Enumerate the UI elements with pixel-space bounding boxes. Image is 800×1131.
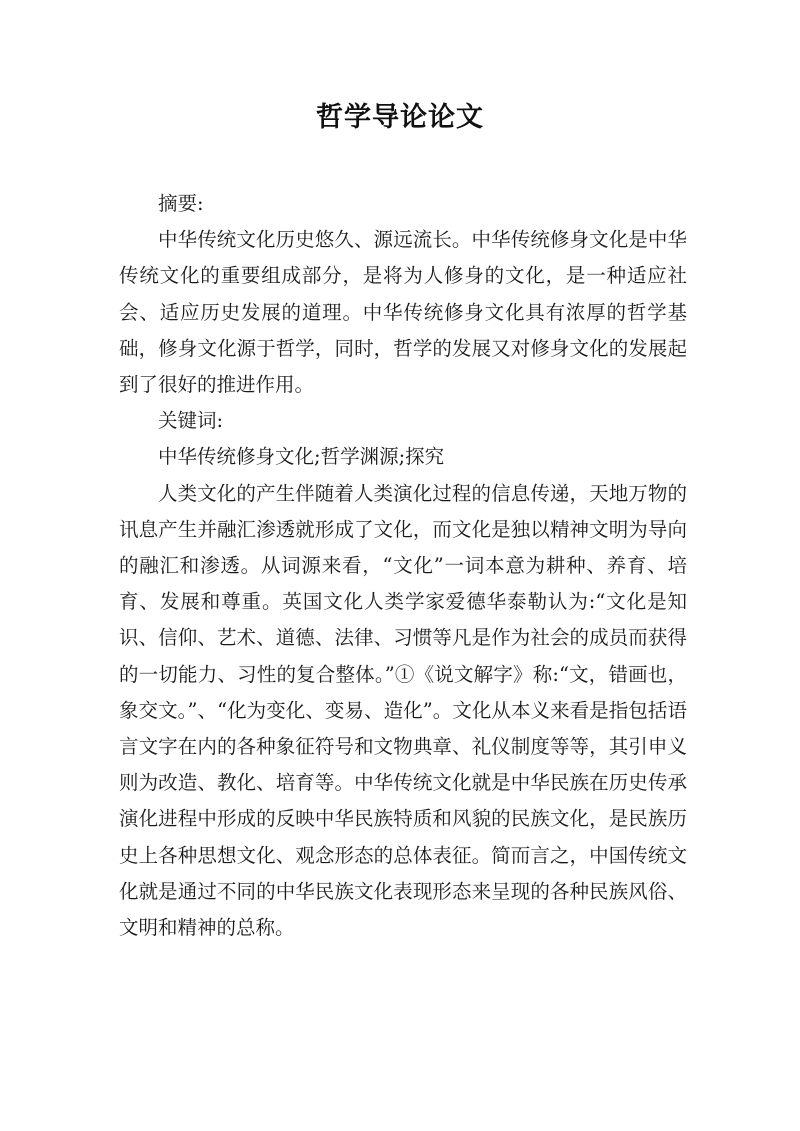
keywords-label: 关键词: [158, 409, 224, 433]
keywords-paragraph: 中华传统修身文化;哲学渊源;探究 [158, 445, 445, 469]
document-body [119, 186, 687, 946]
abstract-label: 摘要: [158, 192, 204, 215]
document-title: 哲学导论论文 [316, 102, 484, 133]
abstract-paragraph: 中华传统文化历史悠久、源远流长。中华传统修身文化是中华传统文化的重要组成部分，是将为人修身的文化，是一种适应社会、适应历史发展的道理。中华传统修身文化具有浓厚的哲学基础，修身文化源于哲学，同时，哲学的发展又对修身文化的发展起到了很好的推进作用。 [119, 228, 687, 397]
body-paragraph: 人类文化的产生伴随着人类演化过程的信息传递，天地万物的讯息产生并融汇渗透就形成了文化，而文化是独以精神文明为导向的融汇和渗透。从词源来看，“文化”一词本意为耕种、养育、培育、发展和尊重。英国文化人类学家爱德华泰勒认为:“文化是知识、信仰、艺术、道德、法律、习惯等凡是作为社会的成员而获得的一切能力、习性的复合整体。”①《说文解字》称:“文，错画也，象交文。”、“化为变化、变易、造化”。文化从本义来看是指包括语言文字在内的各种象征符号和文物典章、礼仪制度等等，其引申义则为改造、教化、培育等。中华传统文化就是中华民族在历史传承演化进程中形成的反映中华民族特质和风貌的民族文化，是民族历史上各种思想文化、观念形态的总体表征。简而言之，中国传统文化就是通过不同的中华民族文化表现形态来呈现的各种民族风俗、文明和精神的总称。 [119, 481, 687, 940]
